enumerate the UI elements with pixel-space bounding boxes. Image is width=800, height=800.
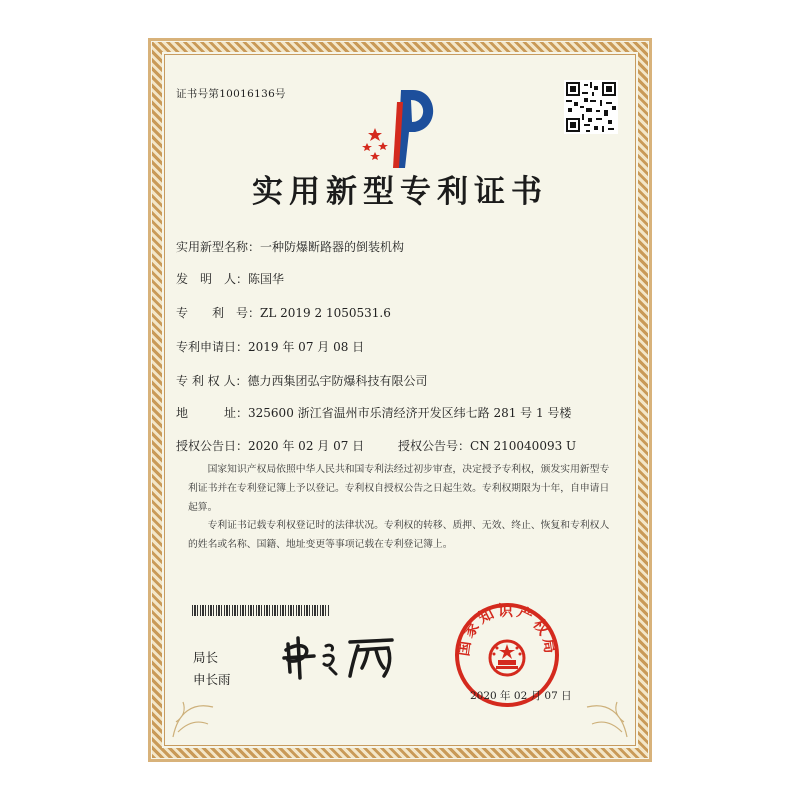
patent-certificate: [148, 38, 652, 762]
barcode-icon: [192, 605, 329, 616]
certificate-paragraph-1: 国家知识产权局依照中华人民共和国专利法经过初步审查，决定授予专利权，颁发实用新型专利证书并在专利登记簿上予以登记。专利权自授权公告之日起生效。专利权期限为十年，自申请日起算。: [188, 464, 610, 513]
field-label: 实用新型名称：: [176, 240, 261, 254]
field-grant-number: [398, 437, 576, 454]
national-emblem-icon: [490, 641, 524, 675]
certificate-number: 证书号第10016136号: [176, 88, 286, 100]
seal-text: 国家知识产权局: [454, 601, 560, 658]
field-patent-number: [176, 304, 391, 321]
field-label: 专 利 号：: [176, 306, 261, 320]
field-value: 德力西集团弘宇防爆科技有限公司: [247, 374, 428, 388]
field-value: ZL 2019 2 1050531.6: [260, 306, 391, 320]
director-title: 局长: [193, 650, 219, 665]
field-label: 授权公告日：: [176, 439, 249, 453]
seal-date: 2020 年 02 月 07 日: [470, 690, 572, 702]
field-utility-model-name: [176, 238, 404, 255]
field-grant-date: [176, 437, 364, 454]
field-application-date: [176, 338, 364, 355]
corner-flourish-icon: [168, 682, 228, 742]
director-name: 申长雨: [193, 672, 231, 687]
field-label: 授权公告号：: [398, 439, 471, 453]
field-label: 专利申请日：: [176, 340, 249, 354]
field-label: 发 明 人：: [176, 272, 249, 286]
certificate-paragraph-2: 专利证书记载专利权登记时的法律状况。专利权的转移、质押、无效、终止、恢复和专利权人的姓名或名称、国籍、地址变更等事项记载在专利登记簿上。: [188, 520, 610, 550]
field-value: 2019 年 07 月 08 日: [248, 340, 365, 354]
corner-flourish-icon: [572, 682, 632, 742]
qr-code-icon: [564, 80, 618, 134]
handwritten-signature: [280, 632, 400, 682]
field-value: 2020 年 02 月 07 日: [248, 439, 365, 453]
field-label: 专 利 权 人：: [176, 374, 248, 388]
field-value: 325600 浙江省温州市乐清经济开发区纬七路 281 号 1 号楼: [248, 406, 572, 420]
certificate-title: 实用新型专利证书: [252, 174, 548, 210]
field-value: 陈国华: [248, 272, 285, 286]
field-inventor: [176, 270, 284, 287]
field-value: 一种防爆断路器的倒装机构: [260, 240, 405, 254]
field-value: CN 210040093 U: [470, 439, 577, 453]
field-label: 地 址：: [176, 406, 249, 420]
field-address: [176, 404, 571, 421]
field-patentee: [176, 372, 427, 389]
patent-office-logo-icon: [353, 80, 448, 175]
